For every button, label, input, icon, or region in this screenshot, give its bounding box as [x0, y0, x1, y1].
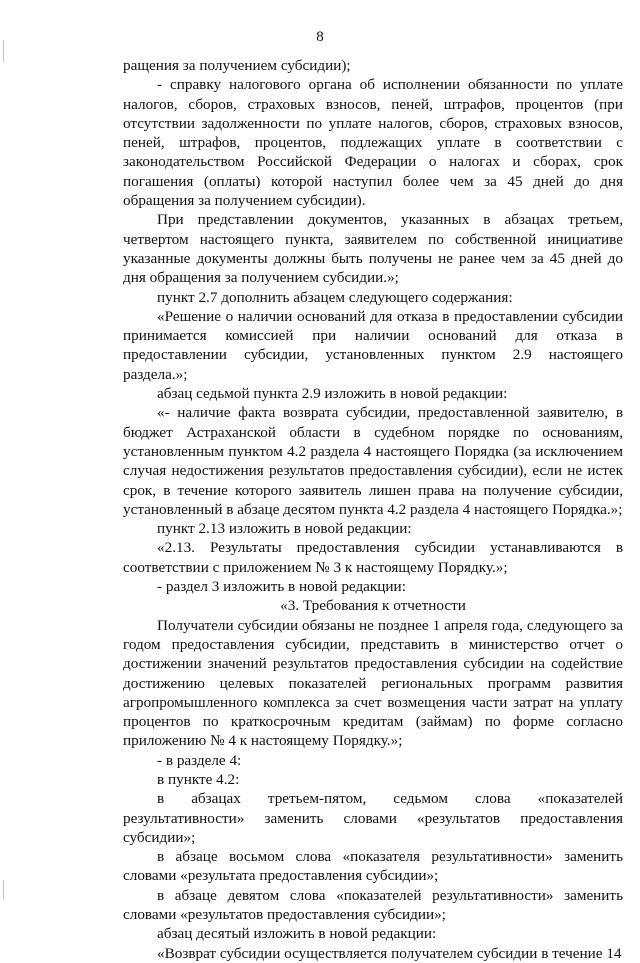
paragraph-amend-2-7: пункт 2.7 дополнить абзацем следующего содержания:: [157, 288, 513, 306]
paragraph-replace-8: в абзаце восьмом слова «показателя результативности» заменить словами «результата предоставления субсидии»;: [123, 848, 623, 885]
paragraph-amend-10: абзац десятый изложить в новой редакции:: [157, 925, 437, 943]
document-body: [123, 56, 623, 963]
paragraph-replace-9: в абзаце девятом слова «показателей результативности» заменить словами «результатов предоставления субсидии»;: [123, 886, 623, 924]
paragraph-commission-decision: «Решение о наличии оснований для отказа в предоставлении субсидии принимается комиссией при наличии оснований для отказа в предоставлении субсидии, установленных пунктом 2.9 настоящего раздела.»;: [123, 307, 623, 383]
paragraph-reporting-requirements: Получатели субсидии обязаны не позднее 1 апреля года, следующего за годом предоставления субсидии, представить в министерство отчет о достижении значений результатов предоставления субсидии на содействие достижению целевых показателей региональных программ развития агропромышленного комплекса за счет возмещения части затрат на уплату процентов по краткосрочным кредитам (займам) по форме согласно приложению № 4 к настоящему Порядку.»;: [123, 616, 623, 750]
scan-edge-mark-bottom: [3, 880, 4, 900]
paragraph-replace-3-5-7: в абзацах третьем-пятом, седьмом слова «показателей результативности» заменить словами «результатов предоставления субсидии»;: [123, 790, 623, 846]
paragraph-document-submission: При представлении документов, указанных в абзацах третьем, четвертом настоящего пункта, заявителем по собственной инициативе указанные документы должны быть получены не ранее чем за 45 дней до дня обращения за получением субсидии.»;: [123, 211, 623, 287]
paragraph-section-4: - в разделе 4:: [157, 751, 242, 769]
paragraph-amend-section-3: - раздел 3 изложить в новой редакции:: [157, 578, 406, 596]
paragraph-refund-fact: «- наличие факта возврата субсидии, предоставленной заявителю, в бюджет Астраханской области в судебном порядке по основаниям, установленным пунктом 4.2 раздела 4 настоящего Порядка (за исключением случая недостижения результатов предоставления субсидии), если не истек срок, в течение которого заявитель лишен права на получение субсидии, установленный в абзаце десятом пункта 4.2 раздела 4 настоящего Порядка.»;: [123, 404, 623, 518]
paragraph-point-4-2: в пункте 4.2:: [157, 770, 240, 788]
paragraph-amend-2-9: абзац седьмой пункта 2.9 изложить в новой редакции:: [157, 385, 508, 403]
paragraph-tax-certificate: - справку налогового органа об исполнении обязанности по уплате налогов, сборов, страховых взносов, пеней, штрафов, процентов (при отсутствии задолженности по уплате налогов, сборов, страховых взносов, пеней, штрафов, процентов, подлежащих уплате в соответствии с законодательством Российской Федерации о налогах и сборах, срок погашения (оплаты) которой наступил более чем за 45 дней до дня обращения за получением субсидии).: [123, 76, 623, 210]
page-number: 8: [316, 29, 324, 45]
paragraph-results-2-13: «2.13. Результаты предоставления субсидии устанавливаются в соответствии с приложением № 3 к настоящему Порядку.»;: [123, 539, 623, 576]
paragraph-amend-2-13: пункт 2.13 изложить в новой редакции:: [157, 520, 412, 538]
paragraph-refund-term: «Возврат субсидии осуществляется получателем субсидии в течение 14: [157, 944, 622, 962]
paragraph-continuation: ращения за получением субсидии);: [123, 57, 351, 74]
section-heading-reporting: «3. Требования к отчетности: [280, 597, 466, 615]
